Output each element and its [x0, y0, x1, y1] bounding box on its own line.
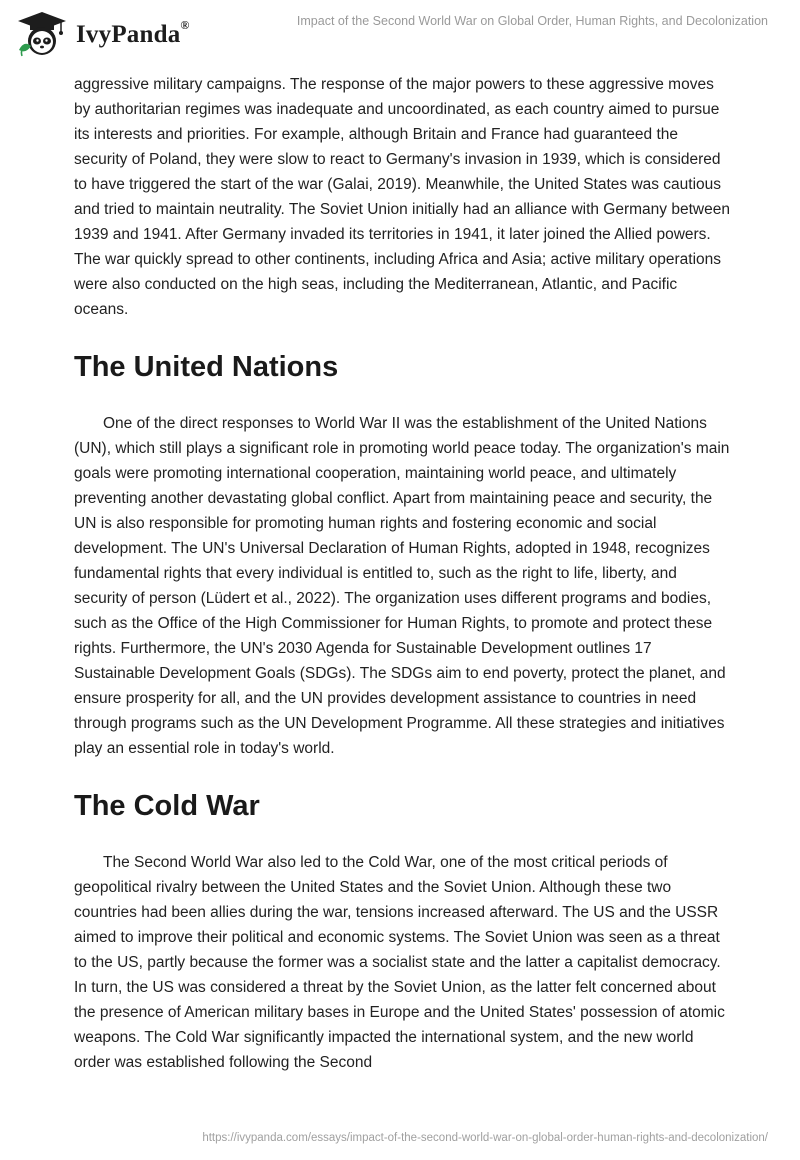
source-url[interactable]: https://ivypanda.com/essays/impact-of-the-second-world-war-on-global-order-human-rights-and-decolonization/	[202, 1132, 768, 1144]
ivypanda-logo-icon[interactable]	[16, 10, 68, 58]
cold-war-paragraph: The Second World War also led to the Cold War, one of the most critical periods of geopolitical rivalry between the United States and the Soviet Union. Although these two countries had been allies during the war, tensions increased afterward. The US and the USSR aimed to improve their political and economic systems. The Soviet Union was seen as a threat to the US, partly because the former was a socialist state and the latter a capitalist democracy. In turn, the US was considered a threat by the Soviet Union, as the latter felt concerned about the presence of American military bases in Europe and the United States' possession of atomic weapons. The Cold War significantly impacted the international system, and the new world order was established following the Second	[74, 854, 725, 1071]
brand-name[interactable]: IvyPanda®	[76, 17, 190, 48]
section-heading-cold-war: The Cold War	[74, 790, 260, 822]
document-title: Impact of the Second World War on Global Order, Human Rights, and Decolonization	[296, 14, 768, 28]
united-nations-paragraph: One of the direct responses to World War II was the establishment of the United Nations (UN), which still plays a significant role in promoting world peace today. The organization's main goals were promoting international cooperation, maintaining world peace, and ultimately preventing another devastating global conflict. Apart from maintaining peace and security, the UN is also responsible for promoting human rights and fostering economic and social development. The UN's Universal Declaration of Human Rights, adopted in 1948, recognizes fundamental rights that every individual is entitled to, such as the right to life, liberty, and security of person (Lüdert et al., 2022). The organization uses different programs and bodies, such as the Office of the High Commissioner for Human Rights, to promote and protect these rights. Furthermore, the UN's 2030 Agenda for Sustainable Development outlines 17 Sustainable Development Goals (SDGs). The SDGs aim to end poverty, protect the planet, and ensure prosperity for all, and the UN provides development assistance to countries in need through programs such as the UN Development Programme. All these strategies and initiatives play an essential role in today's world.	[74, 415, 730, 757]
section-heading-united-nations: The United Nations	[74, 351, 339, 383]
essay-content	[74, 72, 730, 1075]
intro-paragraph: aggressive military campaigns. The response of the major powers to these aggressive moves by authoritarian regimes was inadequate and uncoordinated, as each country aimed to pursue its interests and priorities. For example, although Britain and France had guaranteed the security of Poland, they were slow to react to Germany's invasion in 1939, which is considered to have triggered the start of the war (Galai, 2019). Meanwhile, the United States was cautious and tried to maintain neutrality. The Soviet Union initially had an alliance with Germany between 1939 and 1941. After Germany invaded its territories in 1941, it later joined the Allied powers. The war quickly spread to other continents, including Africa and Asia; active military operations were also conducted on the high seas, including the Mediterranean, Atlantic, and Pacific oceans.	[74, 76, 730, 318]
page-header	[0, 0, 800, 66]
